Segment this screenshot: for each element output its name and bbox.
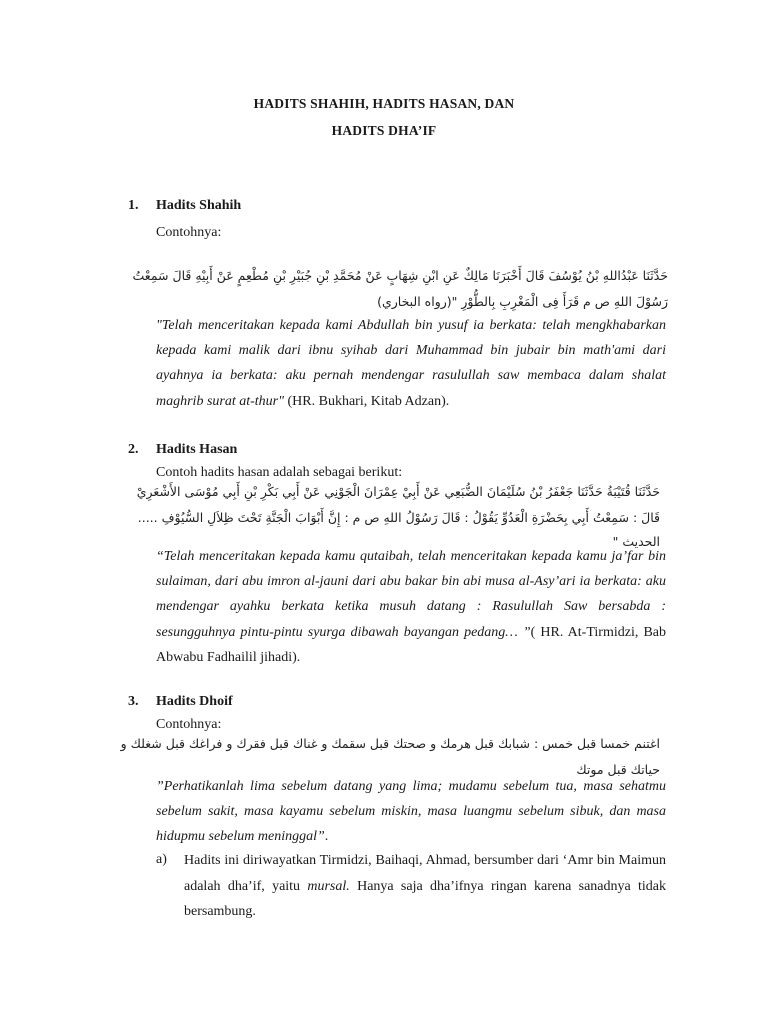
arabic-text-line: اغتنم خمسا قبل خمس : شبابك قبل هرمك و صحتك قبل سقمك و غناك قبل فقرك و فراغك قبل شغلك و bbox=[120, 736, 660, 751]
translation-italic: "Telah menceritakan kepada kami Abdullah bin yusuf ia berkata: telah mengkhabarkan kepada kami malik dari ibnu syihab dari Muhammad bin jubair bin math'ami dari ayahnya ia berkata: aku pernah mendengar rasulullah saw membaca dalam shalat maghrib surat at-thur" bbox=[156, 318, 666, 409]
arabic-text-line: الحديث " bbox=[612, 534, 660, 549]
section-heading: Hadits Hasan bbox=[156, 442, 238, 457]
list-text-italic: mursal. bbox=[307, 878, 350, 894]
section-number: 1. bbox=[128, 198, 139, 213]
translation-source: . bbox=[324, 829, 329, 845]
list-text-after: Hanya saja dha’ifnya ringan karena sanadnya tidak bersambung. bbox=[184, 878, 667, 919]
translation-italic: “Telah menceritakan kepada kamu qutaibah, telah menceritakan kepada kamu ja’far bin sulaiman, dari abu imron al-jauni dari abu bakar bin abi musa al-Asy’ari ia berkata: aku mendengar ayahku berkata ketika musuh datang : Rasulullah Saw bersabda : sesungguhnya pintu-pintu syurga dibawah bayangan pedang… ” bbox=[156, 549, 666, 640]
translation-source: (HR. Bukhari, Kitab Adzan). bbox=[284, 393, 450, 409]
section-intro: Contohnya: bbox=[156, 717, 222, 732]
arabic-text-line: قَالَ : سَمِعْتُ أَبِي بِحَضْرَةِ الْعَدُوِّ يَقُوْلُ : قَالَ رَسُوْلُ اللهِ ص م : إِنَّ أَبْوَابَ الْجَنَّةِ تَحْتَ ظِلاَلِ السُّيُوْفِ ..... bbox=[137, 510, 660, 525]
arabic-text-line: حياتك قبل موتك bbox=[576, 762, 660, 777]
translation-italic: ”Perhatikanlah lima sebelum datang yang lima; mudamu sebelum tua, masa sehatmu sebelum sakit, masa kayamu sebelum miskin, masa luangmu sebelum sibuk, dan masa hidupmu sebelum meninggal” bbox=[156, 779, 666, 845]
section-intro: Contohnya: bbox=[156, 225, 222, 240]
section-number: 2. bbox=[128, 442, 139, 457]
section-intro: Contoh hadits hasan adalah sebagai berikut: bbox=[156, 465, 403, 480]
translation-paragraph bbox=[156, 774, 666, 850]
document-title-line-1: HADITS SHAHIH, HADITS HASAN, DAN bbox=[253, 96, 515, 111]
list-marker: a) bbox=[156, 852, 167, 867]
translation-source: ( HR. At-Tirmidzi, Bab Abwabu Fadhailil jihadi). bbox=[156, 624, 666, 665]
document-title-line-2: HADITS DHA’IF bbox=[331, 123, 437, 138]
translation-paragraph bbox=[156, 313, 666, 414]
list-text-before: Hadits ini diriwayatkan Tirmidzi, Baihaqi, Ahmad, bersumber dari ‘Amr bin Maimun adalah dha’if, yaitu bbox=[184, 853, 666, 894]
section-heading: Hadits Dhoif bbox=[156, 694, 233, 709]
translation-paragraph bbox=[156, 544, 666, 670]
section-number: 3. bbox=[128, 694, 139, 709]
list-item-text bbox=[184, 848, 666, 925]
arabic-text-line: حَدَّثَنَا قُتَيْبَةُ حَدَّثَنَا جَعْفَرُ بْنُ سُلَيْمَانَ الضُّبَعِي عَنْ أَبِيْ عِمْرَانَ الْجَوْنِي عَنْ أَبِي بَكْرِ بْنِ أَبِي مُوْسَى الأَشْعَرِيْ bbox=[136, 484, 660, 499]
arabic-text-line: حَدَّثَنَا عَبْدُاللهِ بْنُ يُوْسُفَ قَالَ أَخْبَرَنَا مَالِكٌ عَنِ ابْنِ شِهَابٍ عَنْ مُحَمَّدِ بْنِ جُبَيْرِ بْنِ مُطْعِمٍ عَنْ أَبِيْهِ قَالَ سَمِعْتُ bbox=[132, 268, 668, 283]
arabic-text-line: رَسُوْلَ اللهِ ص م قَرَأَ فِى الْمَغْرِبِ بِالطُّوْرِ "(رواه البخاري) bbox=[377, 294, 668, 309]
section-heading: Hadits Shahih bbox=[156, 198, 242, 213]
